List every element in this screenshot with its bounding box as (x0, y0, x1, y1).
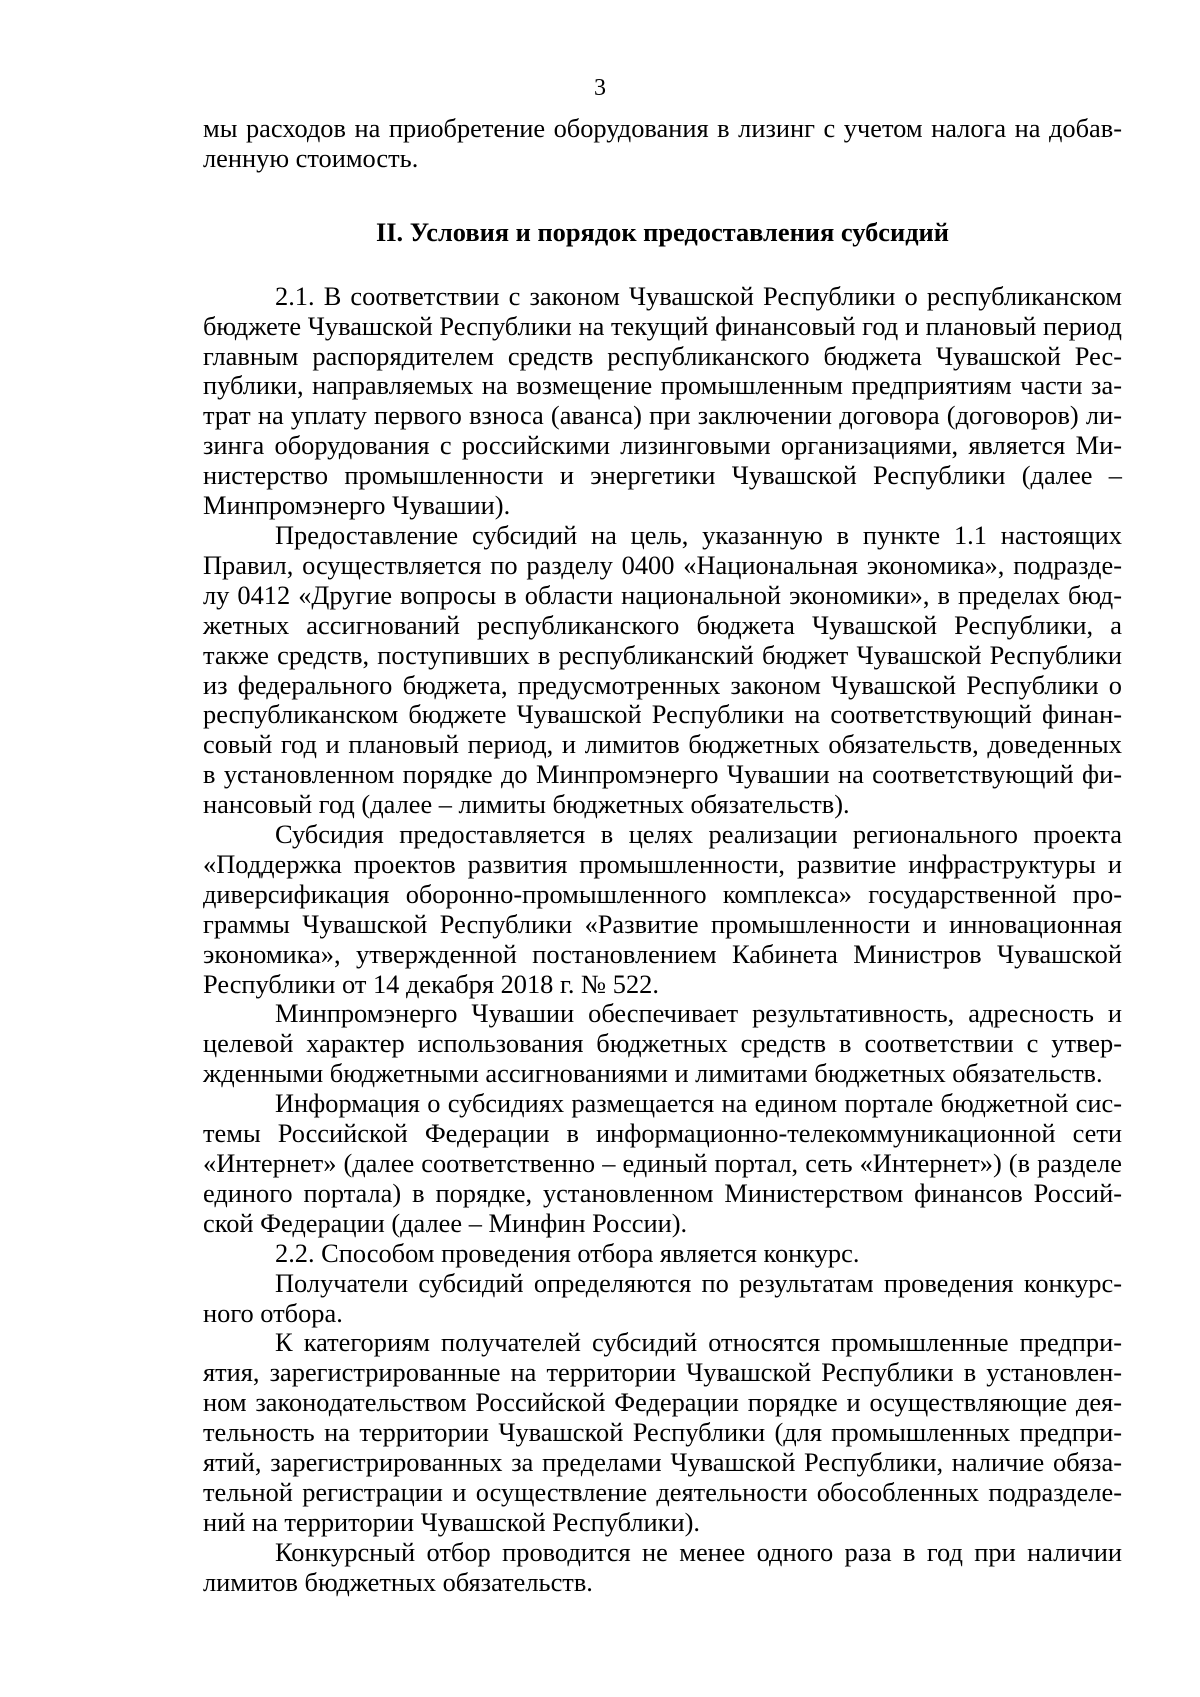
paragraph-continuation: мы расходов на приобретение оборудования в лизинг с учетом налога на добавленную стоимость. (203, 113, 1122, 173)
section-heading: II. Условия и порядок предоставления субсидий (376, 216, 949, 247)
paragraph-regional-project: Субсидия предоставляется в целях реализации регионального проекта «Поддержка проектов развития промышленности, развитие инфраструктуры и диверсификация оборонно-промышленного комплекса» государственной программы Чувашской Республики «Развитие промышленности и инновационная экономика», утвержденной постановлением Кабинета Министров Чувашской Республики от 14 декабря 2018 г. № 522. (203, 819, 1122, 999)
paragraph-categories: К категориям получателей субсидий относятся промышленные предприятия, зарегистрированные на территории Чувашской Республики в установленном законодательством Российской Федерации порядке и осуществляющие деятельность на территории Чувашской Республики (для промышленных предприятий, зарегистрированных за пределами Чувашской Республики, наличие обязательной регистрации и осуществление деятельности обособленных подразделений на территории Чувашской Республики). (203, 1327, 1122, 1537)
paragraph-information: Информация о субсидиях размещается на едином портале бюджетной системы Российской Федерации в информационно-телекоммуникационной сети «Интернет» (далее соответственно – единый портал, сеть «Интернет») (в разделе единого портала) в порядке, установленном Министерством финансов Российской Федерации (далее – Минфин России). (203, 1088, 1122, 1238)
paragraph-recipients: Получатели субсидий определяются по результатам проведения конкурсного отбора. (203, 1267, 1122, 1328)
page-number: 3 (594, 75, 606, 101)
paragraph-effectiveness: Минпромэнерго Чувашии обеспечивает результативность, адресность и целевой характер использования бюджетных средств в соответствии с утвержденными бюджетными ассигнованиями и лимитами бюджетных обязательств. (203, 998, 1122, 1089)
paragraph-selection-frequency: Конкурсный отбор проводится не менее одного раза в год при наличии лимитов бюджетных обязательств. (203, 1536, 1122, 1597)
paragraph-subsidy-provision: Предоставление субсидий на цель, указанную в пункте 1.1 настоящих Правил, осуществляется по разделу 0400 «Национальная экономика», подразделу 0412 «Другие вопросы в области национальной экономики», в пределах бюджетных ассигнований республиканского бюджета Чувашской Республики, а также средств, поступивших в республиканский бюджет Чувашской Республики из федерального бюджета, предусмотренных законом Чувашской Республики о республиканском бюджете Чувашской Республики на соответствующий финансовый год и плановый период, и лимитов бюджетных обязательств, доведенных в установленном порядке до Минпромэнерго Чувашии на соответствующий финансовый год (далее – лимиты бюджетных обязательств). (203, 519, 1122, 820)
paragraph-2-2: 2.2. Способом проведения отбора является конкурс. (275, 1237, 860, 1268)
document-body (203, 114, 1122, 1598)
paragraph-2-1: 2.1. В соответствии с законом Чувашской Республики о республиканском бюджете Чувашской Республики на текущий финансовый год и плановый период главным распорядителем средств республиканского бюджета Чувашской Республики, направляемых на возмещение промышленным предприятиям части затрат на уплату первого взноса (аванса) при заключении договора (договоров) лизинга оборудования с российскими лизинговыми организациями, является Министерство промышленности и энергетики Чувашской Республики (далее – Минпромэнерго Чувашии). (203, 280, 1122, 521)
